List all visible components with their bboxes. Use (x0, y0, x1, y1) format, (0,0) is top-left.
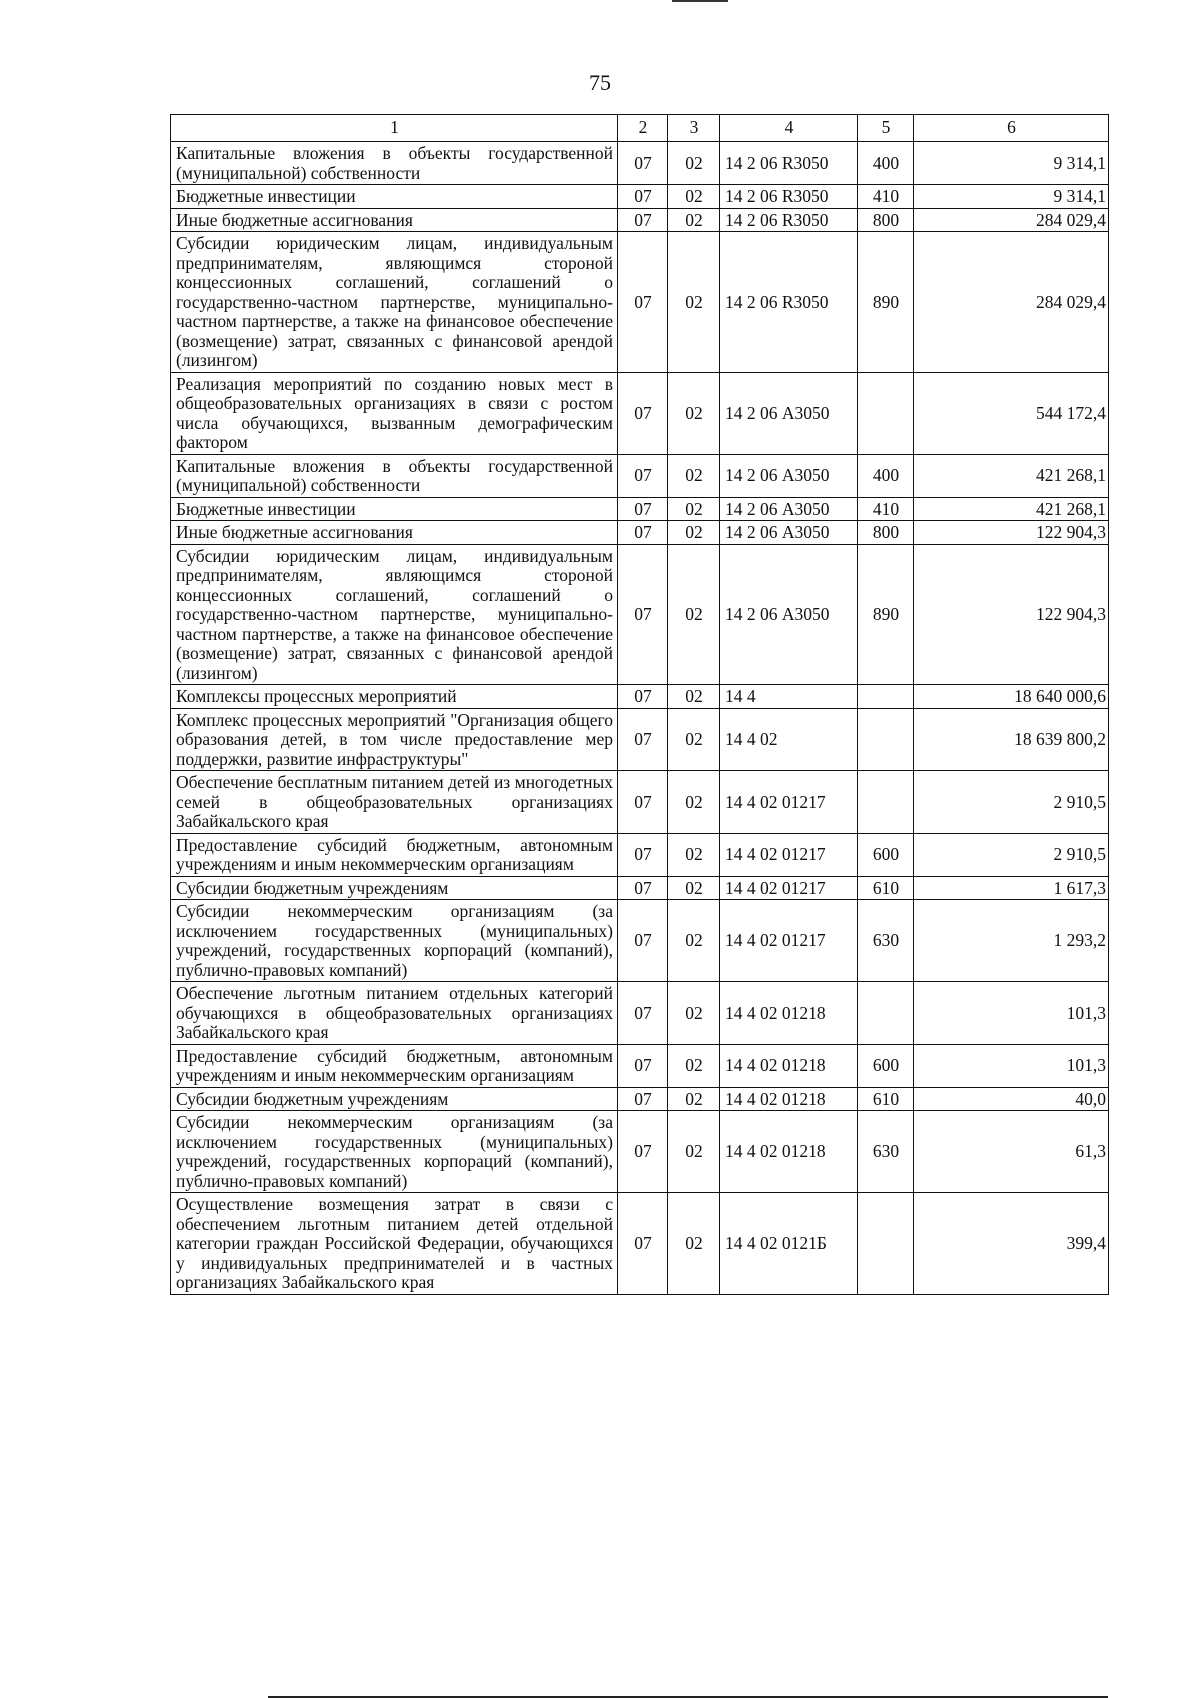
cell-section: 07 (618, 900, 668, 982)
cell-target-article: 14 2 06 R3050 (720, 142, 858, 185)
cell-subsection: 02 (668, 708, 720, 771)
cell-subsection: 02 (668, 185, 720, 209)
table-row (171, 142, 1109, 185)
cell-subsection: 02 (668, 876, 720, 900)
table-row (171, 454, 1109, 497)
cell-name: Осуществление возмещения затрат в связи с обеспечением льготным питанием детей отдельной категории граждан Российской Федерации, обучающихся у индивидуальных предпринимателей и в частных организациях Забайкальского края (171, 1193, 618, 1295)
cell-subsection: 02 (668, 142, 720, 185)
header-cell-section: 2 (618, 115, 668, 142)
cell-expense-type (858, 982, 914, 1045)
cell-target-article: 14 2 06 R3050 (720, 208, 858, 232)
cell-amount: 2 910,5 (914, 771, 1109, 834)
cell-name: Предоставление субсидий бюджетным, автономным учреждениям и иным некоммерческим организациям (171, 833, 618, 876)
cell-subsection: 02 (668, 232, 720, 373)
cell-amount: 421 268,1 (914, 497, 1109, 521)
cell-subsection: 02 (668, 521, 720, 545)
cell-name: Капитальные вложения в объекты государственной (муниципальной) собственности (171, 454, 618, 497)
cell-name: Обеспечение льготным питанием отдельных категорий обучающихся в общеобразовательных организациях Забайкальского края (171, 982, 618, 1045)
cell-section: 07 (618, 771, 668, 834)
cell-section: 07 (618, 1193, 668, 1295)
cell-target-article: 14 4 (720, 685, 858, 709)
cell-amount: 9 314,1 (914, 185, 1109, 209)
table-row (171, 497, 1109, 521)
header-cell-target-article: 4 (720, 115, 858, 142)
cell-subsection: 02 (668, 544, 720, 685)
header-cell-amount: 6 (914, 115, 1109, 142)
table-row (171, 900, 1109, 982)
table-row (171, 833, 1109, 876)
cell-expense-type: 600 (858, 833, 914, 876)
cell-subsection: 02 (668, 454, 720, 497)
cell-target-article: 14 4 02 01217 (720, 876, 858, 900)
table-row (171, 1044, 1109, 1087)
cell-expense-type (858, 708, 914, 771)
cell-name: Бюджетные инвестиции (171, 497, 618, 521)
scan-edge-mark (672, 0, 728, 2)
cell-name: Субсидии юридическим лицам, индивидуальным предпринимателям, являющимся стороной концессионных соглашений, соглашений о государственно-частном партнерстве, муниципально-частном партнерстве, а также на финансовое обеспечение (возмещение) затрат, связанных с финансовой арендой (лизингом) (171, 232, 618, 373)
cell-name: Субсидии юридическим лицам, индивидуальным предпринимателям, являющимся стороной концессионных соглашений, соглашений о государственно-частном партнерстве, муниципально-частном партнерстве, а также на финансовое обеспечение (возмещение) затрат, связанных с финансовой арендой (лизингом) (171, 544, 618, 685)
cell-section: 07 (618, 833, 668, 876)
cell-amount: 284 029,4 (914, 232, 1109, 373)
cell-amount: 399,4 (914, 1193, 1109, 1295)
cell-expense-type (858, 372, 914, 454)
cell-expense-type: 890 (858, 544, 914, 685)
cell-target-article: 14 4 02 01217 (720, 900, 858, 982)
cell-subsection: 02 (668, 1193, 720, 1295)
cell-expense-type: 410 (858, 185, 914, 209)
cell-amount: 18 640 000,6 (914, 685, 1109, 709)
cell-name: Предоставление субсидий бюджетным, автономным учреждениям и иным некоммерческим организациям (171, 1044, 618, 1087)
cell-target-article: 14 2 06 R3050 (720, 185, 858, 209)
cell-expense-type: 400 (858, 142, 914, 185)
cell-section: 07 (618, 876, 668, 900)
cell-expense-type: 600 (858, 1044, 914, 1087)
cell-amount: 122 904,3 (914, 544, 1109, 685)
cell-name: Субсидии бюджетным учреждениям (171, 876, 618, 900)
cell-amount: 101,3 (914, 982, 1109, 1045)
cell-subsection: 02 (668, 771, 720, 834)
cell-section: 07 (618, 454, 668, 497)
cell-amount: 1 617,3 (914, 876, 1109, 900)
cell-name: Комплексы процессных мероприятий (171, 685, 618, 709)
cell-expense-type: 800 (858, 208, 914, 232)
cell-subsection: 02 (668, 208, 720, 232)
cell-subsection: 02 (668, 497, 720, 521)
table-row (171, 1087, 1109, 1111)
cell-section: 07 (618, 1044, 668, 1087)
cell-name: Комплекс процессных мероприятий "Организация общего образования детей, в том числе предоставление мер поддержки, развитие инфраструктуры" (171, 708, 618, 771)
cell-section: 07 (618, 185, 668, 209)
table-row (171, 372, 1109, 454)
cell-name: Бюджетные инвестиции (171, 185, 618, 209)
cell-target-article: 14 2 06 А3050 (720, 454, 858, 497)
cell-target-article: 14 4 02 01218 (720, 1111, 858, 1193)
cell-subsection: 02 (668, 833, 720, 876)
cell-section: 07 (618, 232, 668, 373)
cell-subsection: 02 (668, 1111, 720, 1193)
cell-amount: 284 029,4 (914, 208, 1109, 232)
cell-section: 07 (618, 497, 668, 521)
cell-expense-type: 410 (858, 497, 914, 521)
cell-target-article: 14 2 06 А3050 (720, 544, 858, 685)
table-row (171, 685, 1109, 709)
header-cell-name: 1 (171, 115, 618, 142)
cell-section: 07 (618, 142, 668, 185)
cell-section: 07 (618, 208, 668, 232)
table-row (171, 708, 1109, 771)
cell-section: 07 (618, 685, 668, 709)
cell-target-article: 14 2 06 А3050 (720, 372, 858, 454)
cell-section: 07 (618, 708, 668, 771)
cell-expense-type: 610 (858, 1087, 914, 1111)
cell-expense-type: 630 (858, 1111, 914, 1193)
table-header-row (171, 115, 1109, 142)
cell-amount: 40,0 (914, 1087, 1109, 1111)
cell-subsection: 02 (668, 1044, 720, 1087)
cell-name: Капитальные вложения в объекты государственной (муниципальной) собственности (171, 142, 618, 185)
cell-subsection: 02 (668, 1087, 720, 1111)
cell-section: 07 (618, 544, 668, 685)
cell-amount: 1 293,2 (914, 900, 1109, 982)
cell-target-article: 14 2 06 R3050 (720, 232, 858, 373)
cell-section: 07 (618, 982, 668, 1045)
table-row (171, 185, 1109, 209)
cell-target-article: 14 4 02 01218 (720, 1087, 858, 1111)
cell-target-article: 14 4 02 01218 (720, 1044, 858, 1087)
table-row (171, 876, 1109, 900)
cell-name: Иные бюджетные ассигнования (171, 521, 618, 545)
table-row (171, 232, 1109, 373)
cell-section: 07 (618, 372, 668, 454)
header-cell-subsection: 3 (668, 115, 720, 142)
cell-section: 07 (618, 1111, 668, 1193)
cell-expense-type: 400 (858, 454, 914, 497)
cell-section: 07 (618, 521, 668, 545)
cell-subsection: 02 (668, 685, 720, 709)
table-body (171, 142, 1109, 1295)
cell-target-article: 14 4 02 01217 (720, 771, 858, 834)
table-row (171, 544, 1109, 685)
cell-expense-type: 890 (858, 232, 914, 373)
cell-name: Обеспечение бесплатным питанием детей из многодетных семей в общеобразовательных организациях Забайкальского края (171, 771, 618, 834)
page-number: 75 (589, 70, 611, 95)
cell-amount: 61,3 (914, 1111, 1109, 1193)
cell-name: Иные бюджетные ассигнования (171, 208, 618, 232)
cell-name: Субсидии некоммерческим организациям (за исключением государственных (муниципальных) учреждений, государственных корпораций (компаний), публично-правовых компаний) (171, 1111, 618, 1193)
table-row (171, 1193, 1109, 1295)
cell-subsection: 02 (668, 982, 720, 1045)
cell-expense-type (858, 771, 914, 834)
cell-amount: 101,3 (914, 1044, 1109, 1087)
cell-expense-type (858, 1193, 914, 1295)
cell-subsection: 02 (668, 900, 720, 982)
table-row (171, 208, 1109, 232)
cell-target-article: 14 4 02 0121Б (720, 1193, 858, 1295)
cell-target-article: 14 4 02 01218 (720, 982, 858, 1045)
cell-amount: 122 904,3 (914, 521, 1109, 545)
table-row (171, 982, 1109, 1045)
cell-name: Реализация мероприятий по созданию новых мест в общеобразовательных организациях в связи с ростом числа обучающихся, вызванным демографическим фактором (171, 372, 618, 454)
cell-expense-type: 800 (858, 521, 914, 545)
cell-target-article: 14 2 06 А3050 (720, 521, 858, 545)
cell-expense-type: 610 (858, 876, 914, 900)
cell-target-article: 14 2 06 А3050 (720, 497, 858, 521)
cell-section: 07 (618, 1087, 668, 1111)
cell-name: Субсидии некоммерческим организациям (за исключением государственных (муниципальных) учреждений, государственных корпораций (компаний), публично-правовых компаний) (171, 900, 618, 982)
cell-subsection: 02 (668, 372, 720, 454)
cell-amount: 544 172,4 (914, 372, 1109, 454)
table-row (171, 521, 1109, 545)
cell-amount: 18 639 800,2 (914, 708, 1109, 771)
cell-expense-type (858, 685, 914, 709)
table-row (171, 771, 1109, 834)
cell-expense-type: 630 (858, 900, 914, 982)
cell-name: Субсидии бюджетным учреждениям (171, 1087, 618, 1111)
cell-amount: 9 314,1 (914, 142, 1109, 185)
cell-target-article: 14 4 02 01217 (720, 833, 858, 876)
table-row (171, 1111, 1109, 1193)
cell-target-article: 14 4 02 (720, 708, 858, 771)
cell-amount: 421 268,1 (914, 454, 1109, 497)
cell-amount: 2 910,5 (914, 833, 1109, 876)
header-cell-expense-type: 5 (858, 115, 914, 142)
budget-table (170, 114, 1109, 1295)
